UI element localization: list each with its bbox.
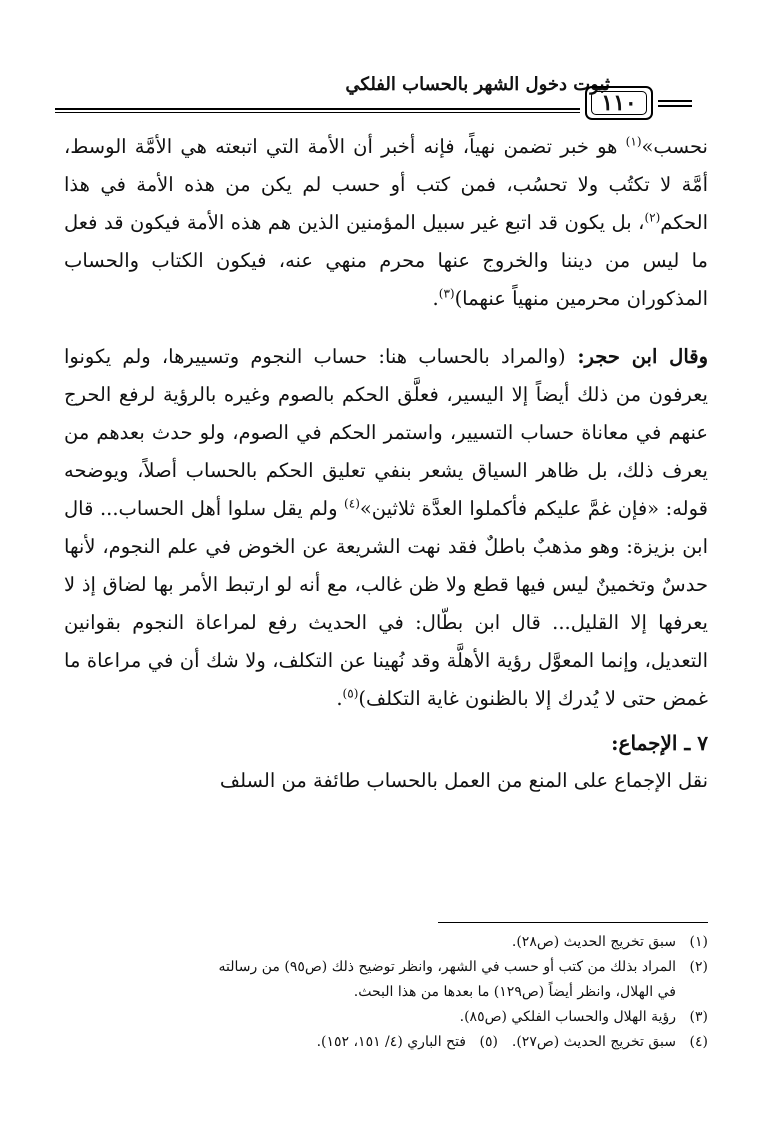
text-run: ، بل يكون قد اتبع غير سبيل المؤمنين الذين هم هذه الأمة فيكون قد فعل ما ليس من ديننا والخروج عنها محرم منهي عنه، فيكون الكتاب والحساب المذكوران محرمين منهياً عنهما)	[64, 211, 708, 310]
running-title: ثبوت دخول الشهر بالحساب الفلكي	[345, 74, 610, 95]
paragraph-1	[64, 128, 708, 318]
footnote-2-continued: في الهلال، وانظر أيضاً (ص١٢٩) ما بعدها من هذا البحث.	[353, 984, 676, 1000]
page-number: ١١٠	[601, 90, 637, 116]
footnote-ref-1[interactable]: (١)	[625, 134, 642, 149]
header-rule-short-2	[658, 105, 692, 107]
footnote-ref-5[interactable]: (٥)	[342, 686, 359, 701]
footnote-3	[64, 1005, 708, 1030]
footnote-ref-2[interactable]: (٢)	[644, 210, 661, 225]
text-run: هو خبر تضمن نهياً، فإنه أخبر أن الأمة التي اتبعته هي الأمَّة الوسط، أمَّة لا تكتُب ولا تحسُب، فمن كتب أو حسب لم يكن من هذه الأمة في هذا الحكم	[64, 135, 708, 234]
footnote-ref-4[interactable]: (٤)	[344, 496, 360, 511]
header-rule-thin	[55, 112, 580, 113]
footnote-number: (٣)	[689, 1009, 708, 1025]
footnote-number: (٥)	[479, 1034, 498, 1050]
text-run: (والمراد بالحساب هنا: حساب النجوم وتسييرها، ولم يكونوا يعرفون من ذلك أيضاً إلا اليسير، فعلَّق الحكم بالصوم وغيره بالرؤية لرفع الحرج عنهم في معاناة حساب التسيير، واستمر الحكم في الصوم، ولو حدث بعدهم من يعرف ذلك، بل ظاهر السياق يشعر بنفي تعليق الحكم بالحساب أصلاً، ويوضحه قوله: «فإن غمَّ عليكم فأكملوا العدَّة ثلاثين»	[64, 345, 708, 520]
footnote-number: (٢)	[689, 959, 708, 975]
footnote-5	[317, 1030, 498, 1055]
section-heading: ٧ ـ الإجماع:	[611, 731, 708, 755]
header-rule-short	[658, 100, 692, 102]
footnote-2	[64, 955, 708, 980]
text-run: ولم يقل سلوا أهل الحساب... قال ابن بزيزة: وهو مذهبٌ باطلٌ فقد نهت الشريعة عن الخوض في علم النجوم، لأنها حدسٌ وتخمينٌ ليس فيها قطع ولا ظن غالب، مع أنه لو ارتبط الأمر بها لضاق إذ لا يعرفها إلا القليل... قال ابن بطّال: في الحديث رفع لمراعاة النجوم بقوانين التعديل، وإنما المعوَّل رؤية الأهلَّة وقد نُهينا عن التكلف، ولا شك أن في مراعاة ما غمض حتى لا يُدرك إلا بالظنون غاية التكلف)	[64, 497, 708, 710]
footnote-1	[64, 930, 708, 955]
text-run: .	[336, 687, 343, 710]
paragraph-3: نقل الإجماع على المنع من العمل بالحساب طائفة من السلف	[219, 769, 708, 792]
footnote-text: سبق تخريج الحديث (ص٢٧).	[511, 1034, 676, 1050]
paragraph-2	[64, 338, 708, 718]
footnote-number: (٤)	[689, 1034, 708, 1050]
footnote-text: رؤية الهلال والحساب الفلكي (ص٨٥).	[459, 1009, 676, 1025]
footnote-separator	[438, 922, 708, 923]
text-run: .	[432, 287, 439, 310]
text-run: نحسب»	[641, 135, 708, 158]
footnotes	[64, 930, 708, 1055]
main-text	[64, 128, 708, 800]
header-rule	[55, 108, 580, 110]
footnote-text: المراد بذلك من كتب أو حسب في الشهر، وانظر توضيح ذلك (ص٩٥) من رسالته	[218, 959, 676, 975]
footnote-text: سبق تخريج الحديث (ص٢٨).	[511, 934, 676, 950]
page-number-frame	[585, 86, 653, 120]
footnote-ref-3[interactable]: (٣)	[438, 286, 455, 301]
footnote-row-4-5	[64, 1030, 708, 1055]
speaker-name: وقال ابن حجر:	[565, 345, 708, 368]
footnote-4	[498, 1030, 708, 1055]
footnote-number: (١)	[689, 934, 708, 950]
footnote-text: فتح الباري (٤/ ١٥١، ١٥٢).	[316, 1034, 466, 1050]
